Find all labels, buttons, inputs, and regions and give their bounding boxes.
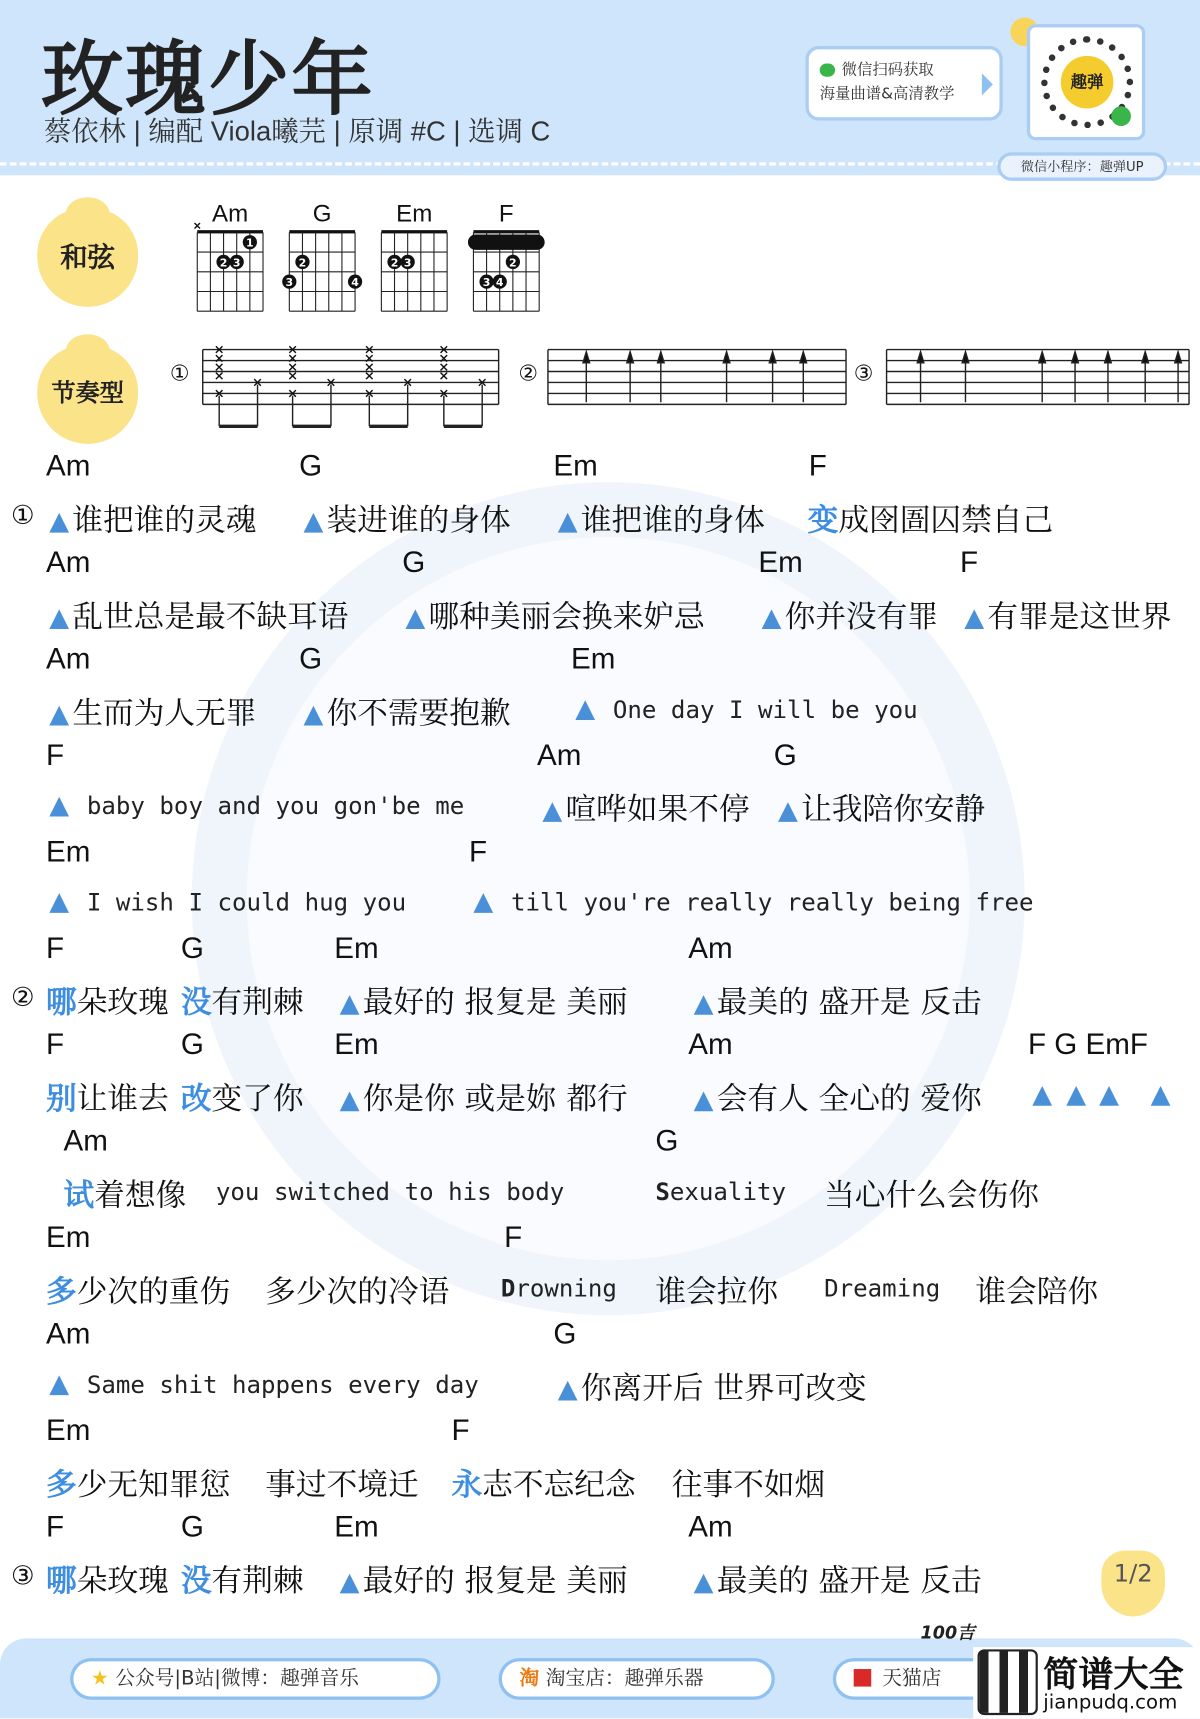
jianpudq-logo[interactable] — [920, 1621, 1200, 1718]
lyric-segment — [1099, 1075, 1122, 1111]
chord-label: Am — [536, 738, 582, 772]
lyric-text: 事过不境迁 — [265, 1466, 419, 1503]
chord-label: Em — [46, 835, 91, 868]
lyric-highlight: 没 — [180, 984, 212, 1021]
chord-name: F — [498, 200, 514, 228]
star-icon: ★ — [90, 1666, 109, 1690]
lyric-text: 你并没有罪 — [784, 598, 939, 635]
strum-up-icon — [340, 995, 360, 1015]
lyric-text: Same shit happens every day — [72, 1372, 479, 1400]
lyric-segment — [49, 786, 464, 822]
chord-label: Em — [758, 545, 803, 579]
lyric-segment — [964, 593, 1171, 637]
wechat-icon — [820, 64, 835, 77]
lyric-highlight: 哪 — [46, 1562, 77, 1599]
lyric-text: 会有人 全心的 爱你 — [716, 1080, 982, 1117]
chord-label: F — [469, 835, 488, 868]
strum-up-icon — [762, 609, 782, 629]
mute-strum-icon — [366, 364, 373, 371]
lyric-text: 有荆棘 — [211, 984, 304, 1021]
lyric-segment — [340, 1557, 628, 1601]
strum-up-icon — [49, 609, 69, 629]
mute-strum-icon — [216, 364, 223, 371]
chord-label: F — [46, 1027, 65, 1061]
lyric-text: 少无知罪愆 — [76, 1466, 231, 1503]
svg-text:2: 2 — [390, 256, 399, 270]
strum-up-icon — [558, 513, 578, 533]
strum-up-icon — [49, 893, 69, 913]
lyric-segment — [694, 1075, 982, 1119]
arrow-right-icon — [982, 73, 993, 95]
mute-strum-icon — [441, 364, 448, 371]
lyric-text: baby boy and you gon'be me — [72, 793, 465, 821]
lyric-text: rowning — [515, 1275, 617, 1304]
lyric-segment — [46, 1461, 230, 1505]
chord-diagram-am — [195, 200, 263, 311]
lyric-text: till you're really really being free — [496, 889, 1034, 918]
lyric-segment — [808, 496, 1054, 540]
lyric-highlight: 变 — [807, 501, 839, 539]
lyric-highlight: 多 — [46, 1466, 77, 1503]
lyric-text: 最好的 报复是 美丽 — [362, 1562, 628, 1599]
chord-label: G — [655, 1124, 679, 1158]
lyric-text: 志不忘纪念 — [482, 1466, 636, 1503]
lyric-highlight: 哪 — [46, 984, 77, 1021]
taobao-icon: 淘 — [519, 1666, 540, 1690]
chord-label: F — [46, 738, 65, 772]
svg-text:4: 4 — [351, 276, 359, 290]
chord-label: Am — [46, 642, 91, 676]
lyric-segment — [501, 1268, 617, 1304]
lyric-text: 谁会拉你 — [655, 1273, 779, 1310]
chord-diagram-g — [282, 200, 362, 311]
lyric-segment — [824, 1268, 940, 1304]
strum-up-icon — [49, 797, 69, 817]
lyric-text: 着想像 — [94, 1176, 187, 1214]
lyric-segment — [181, 1557, 304, 1601]
chord-label: Em — [46, 1413, 91, 1447]
lyric-segment — [265, 1268, 449, 1312]
lyric-segment — [694, 1557, 982, 1601]
lyric-segment — [975, 1268, 1098, 1312]
strum-up-icon — [49, 1375, 69, 1395]
lyric-text: exuality — [669, 1179, 786, 1207]
lyric-segment — [558, 496, 765, 540]
barre — [468, 235, 545, 250]
chord-label: F — [46, 1510, 65, 1544]
mute-strum-icon — [441, 373, 448, 380]
lyric-segment — [46, 1075, 169, 1119]
mute-strum-icon — [366, 373, 373, 380]
lyric-segment — [49, 689, 256, 733]
rhythm-marker-1: ① — [169, 361, 190, 387]
strum-up-icon — [694, 1092, 714, 1112]
svg-text:2: 2 — [219, 256, 228, 270]
promo-card[interactable] — [805, 46, 1002, 121]
strum-up-icon — [542, 802, 562, 822]
strum-up-icon — [304, 706, 324, 726]
chord-label: Em — [334, 1027, 379, 1061]
lyric-text: 哪种美丽会换来妒忌 — [428, 598, 705, 635]
svg-text:3: 3 — [482, 276, 491, 290]
rhythm-patterns — [170, 334, 1200, 433]
mute-strum-icon — [216, 373, 223, 380]
chord-label: Am — [63, 1124, 108, 1158]
lyric-text: 谁把谁的身体 — [580, 501, 765, 539]
page-indicator: 1/2 — [1101, 1551, 1165, 1617]
lyric-highlight: S — [655, 1179, 670, 1207]
svg-text:3: 3 — [232, 256, 241, 270]
chord-label: F G EmF — [1027, 1027, 1148, 1061]
lyric-segment — [340, 979, 628, 1023]
qr-code[interactable] — [1027, 24, 1145, 140]
chord-name: Em — [396, 200, 433, 228]
svg-text:3: 3 — [285, 276, 294, 290]
lyric-text: 少次的重伤 — [76, 1273, 231, 1310]
rhythm-marker-3: ③ — [853, 361, 874, 387]
chord-label: Am — [688, 1510, 733, 1544]
lyric-text: 最好的 报复是 美丽 — [362, 984, 628, 1021]
lyric-segment — [762, 593, 938, 637]
piano-icon — [978, 1649, 1038, 1715]
chord-label: Am — [688, 931, 733, 965]
lyric-segment — [694, 979, 982, 1023]
lyric-segment — [216, 1172, 564, 1208]
social-label: 公众号|B站|微博：趣弹音乐 — [115, 1666, 360, 1690]
lyric-text: 有罪是这世界 — [987, 598, 1172, 635]
miniapp-label: 微信小程序：趣弹UP — [997, 152, 1167, 180]
strum-up-icon — [340, 1574, 360, 1594]
lyric-segment — [655, 1268, 778, 1312]
chord-label: Am — [46, 545, 91, 579]
lyric-text: 你不需要抱歉 — [326, 694, 511, 731]
qr-logo: 趣弹 — [1061, 56, 1114, 109]
verse-marker: ② — [10, 981, 35, 1013]
lyric-segment — [304, 689, 511, 733]
strum-up-icon — [49, 513, 69, 533]
lyric-text: 最美的 盛开是 反击 — [716, 1562, 982, 1599]
chord-label: G — [553, 1317, 577, 1351]
chord-label: F — [808, 449, 827, 483]
chord-label: G — [402, 545, 426, 579]
svg-text:2: 2 — [509, 256, 517, 270]
lyric-text: 你离开后 世界可改变 — [580, 1369, 867, 1407]
rhythm-pattern-2 — [548, 350, 846, 405]
chord-label: G — [299, 642, 323, 676]
lyric-text: 谁会陪你 — [975, 1273, 1099, 1310]
lyric-text: 最美的 盛开是 反击 — [716, 984, 982, 1021]
strum-up-icon — [694, 995, 714, 1015]
lyric-segment — [542, 786, 749, 830]
chord-label: Em — [570, 642, 616, 676]
strum-up-icon — [304, 513, 324, 533]
verse-marker: ① — [10, 499, 35, 531]
lyric-segment — [1032, 1075, 1055, 1111]
strum-up-icon — [964, 609, 984, 629]
chord-label: Em — [46, 1220, 91, 1254]
chord-label: Am — [46, 449, 91, 483]
lyric-text: 成囹圄囚禁自己 — [838, 501, 1054, 539]
strum-up-icon — [1066, 1086, 1086, 1106]
mute-strum-icon — [289, 364, 296, 371]
lyric-segment — [46, 1557, 169, 1601]
chord-label: F — [46, 931, 65, 965]
chord-label: G — [773, 738, 797, 772]
lyric-text: Dreaming — [824, 1275, 941, 1304]
lyric-text: 谁把谁的灵魂 — [72, 501, 257, 539]
chord-diagram-em — [381, 200, 447, 311]
lyric-segment — [181, 1075, 304, 1119]
lyric-segment — [1066, 1075, 1089, 1111]
chord-label: Am — [46, 1317, 91, 1351]
svg-text:4: 4 — [495, 276, 504, 290]
rhythm-badge: 节奏型 — [37, 345, 138, 444]
lyric-segment — [49, 882, 406, 918]
strum-up-icon — [778, 802, 798, 822]
lyric-segment — [558, 1364, 867, 1408]
svg-text:2: 2 — [298, 256, 307, 270]
tmall-label: 天猫店 — [882, 1666, 942, 1690]
miniprogram-icon — [1111, 106, 1131, 126]
lyric-highlight: 试 — [63, 1176, 95, 1214]
lyric-text: 生而为人无罪 — [72, 694, 257, 731]
chord-label: F — [504, 1220, 523, 1254]
chords-badge: 和弦 — [37, 208, 138, 307]
song-title: 玫瑰少年 — [41, 32, 375, 128]
social-link[interactable] — [70, 1658, 440, 1700]
strum-up-icon — [405, 609, 425, 629]
lyric-text: 让我陪你安静 — [801, 791, 986, 828]
lyric-text: 让谁去 — [76, 1080, 169, 1117]
chord-label: F — [451, 1413, 470, 1447]
chord-diagrams — [175, 197, 570, 323]
lyric-text: 当心什么会伤你 — [824, 1176, 1039, 1214]
lyric-highlight: 别 — [46, 1080, 77, 1117]
chord-label: G — [299, 449, 323, 483]
lyric-text: 多少次的冷语 — [265, 1273, 450, 1310]
lyric-highlight: 没 — [180, 1562, 212, 1599]
lyric-segment — [575, 689, 917, 725]
lyric-segment — [655, 1172, 786, 1208]
rhythm-marker-2: ② — [518, 361, 538, 387]
chord-label: Em — [553, 449, 598, 483]
chord-name: Am — [212, 200, 249, 228]
mute-strum-icon — [195, 223, 200, 228]
taobao-label: 淘宝店：趣弹乐器 — [545, 1666, 704, 1690]
lyric-segment — [405, 593, 704, 637]
lyric-text: 乱世总是最不缺耳语 — [72, 598, 349, 635]
lyric-segment — [778, 786, 985, 830]
chord-label: G — [180, 1027, 204, 1061]
lyric-highlight: D — [500, 1275, 516, 1304]
chord-label: Am — [688, 1027, 733, 1061]
site-url: jianpudq.com — [1043, 1690, 1178, 1714]
chord-diagram-f — [468, 200, 545, 311]
rhythm-pattern-1 — [203, 346, 499, 426]
lyric-segment — [49, 496, 256, 540]
promo-line-1: 微信扫码获取 — [841, 61, 934, 79]
lyric-segment — [1151, 1075, 1174, 1111]
lyric-segment — [64, 1172, 187, 1216]
strum-up-icon — [473, 893, 493, 913]
lyric-highlight: 永 — [451, 1466, 483, 1503]
chord-label: Em — [334, 1510, 379, 1544]
lyric-text: 你是你 或是妳 都行 — [362, 1080, 628, 1117]
lyric-text: 喧哗如果不停 — [565, 791, 750, 828]
lyric-text: 有荆棘 — [211, 1562, 304, 1599]
lyric-text: 朵玫瑰 — [76, 1562, 169, 1599]
strum-up-icon — [1099, 1086, 1119, 1106]
mute-strum-icon — [289, 373, 296, 380]
chord-name: G — [312, 200, 332, 228]
svg-text:1: 1 — [246, 236, 254, 250]
lyric-segment — [46, 979, 169, 1023]
site-badge: 100吉 — [920, 1621, 975, 1643]
lyric-highlight: 改 — [180, 1080, 212, 1117]
promo-line-2: 海量曲谱&高清教学 — [819, 85, 955, 104]
chord-label: Em — [334, 931, 379, 965]
lyric-text: 朵玫瑰 — [76, 984, 169, 1021]
site-name: 简谱大全 — [1043, 1653, 1184, 1696]
lyric-text: 装进谁的身体 — [326, 501, 511, 539]
lyric-highlight: 多 — [46, 1273, 77, 1310]
taobao-link[interactable] — [499, 1658, 775, 1700]
strum-up-icon — [1151, 1086, 1171, 1106]
song-info: 蔡依林 | 编配 Viola曦芫 | 原调 #C | 选调 C — [43, 116, 551, 147]
lyric-segment — [181, 979, 304, 1023]
lyric-segment — [49, 593, 348, 637]
chord-label: G — [180, 1510, 204, 1544]
chord-label: G — [180, 931, 204, 965]
lyric-segment — [824, 1172, 1039, 1216]
lyric-segment — [473, 882, 1033, 918]
lyric-text: 往事不如烟 — [671, 1466, 826, 1503]
lyric-segment — [304, 496, 511, 540]
tmall-icon — [854, 1669, 872, 1687]
lyric-text: One day I will be you — [598, 696, 918, 725]
lyric-text: 变了你 — [211, 1080, 304, 1117]
strum-up-icon — [1032, 1086, 1052, 1106]
lyric-text: you switched to his body — [215, 1179, 565, 1207]
verse-marker: ③ — [10, 1560, 35, 1592]
lyric-segment — [672, 1461, 825, 1505]
rhythm-pattern-3 — [887, 350, 1189, 405]
lyric-segment — [452, 1461, 636, 1505]
strum-up-icon — [575, 700, 595, 720]
strum-up-icon — [49, 706, 69, 726]
lyric-segment — [340, 1075, 628, 1119]
strum-up-icon — [340, 1092, 360, 1112]
chord-label: F — [959, 545, 979, 579]
lyric-segment — [265, 1461, 418, 1505]
lyric-segment — [49, 1364, 478, 1400]
strum-up-icon — [558, 1381, 578, 1401]
lyric-text: I wish I could hug you — [72, 889, 407, 918]
strum-up-icon — [694, 1574, 714, 1594]
svg-text:3: 3 — [403, 256, 412, 270]
lyric-segment — [46, 1268, 230, 1312]
